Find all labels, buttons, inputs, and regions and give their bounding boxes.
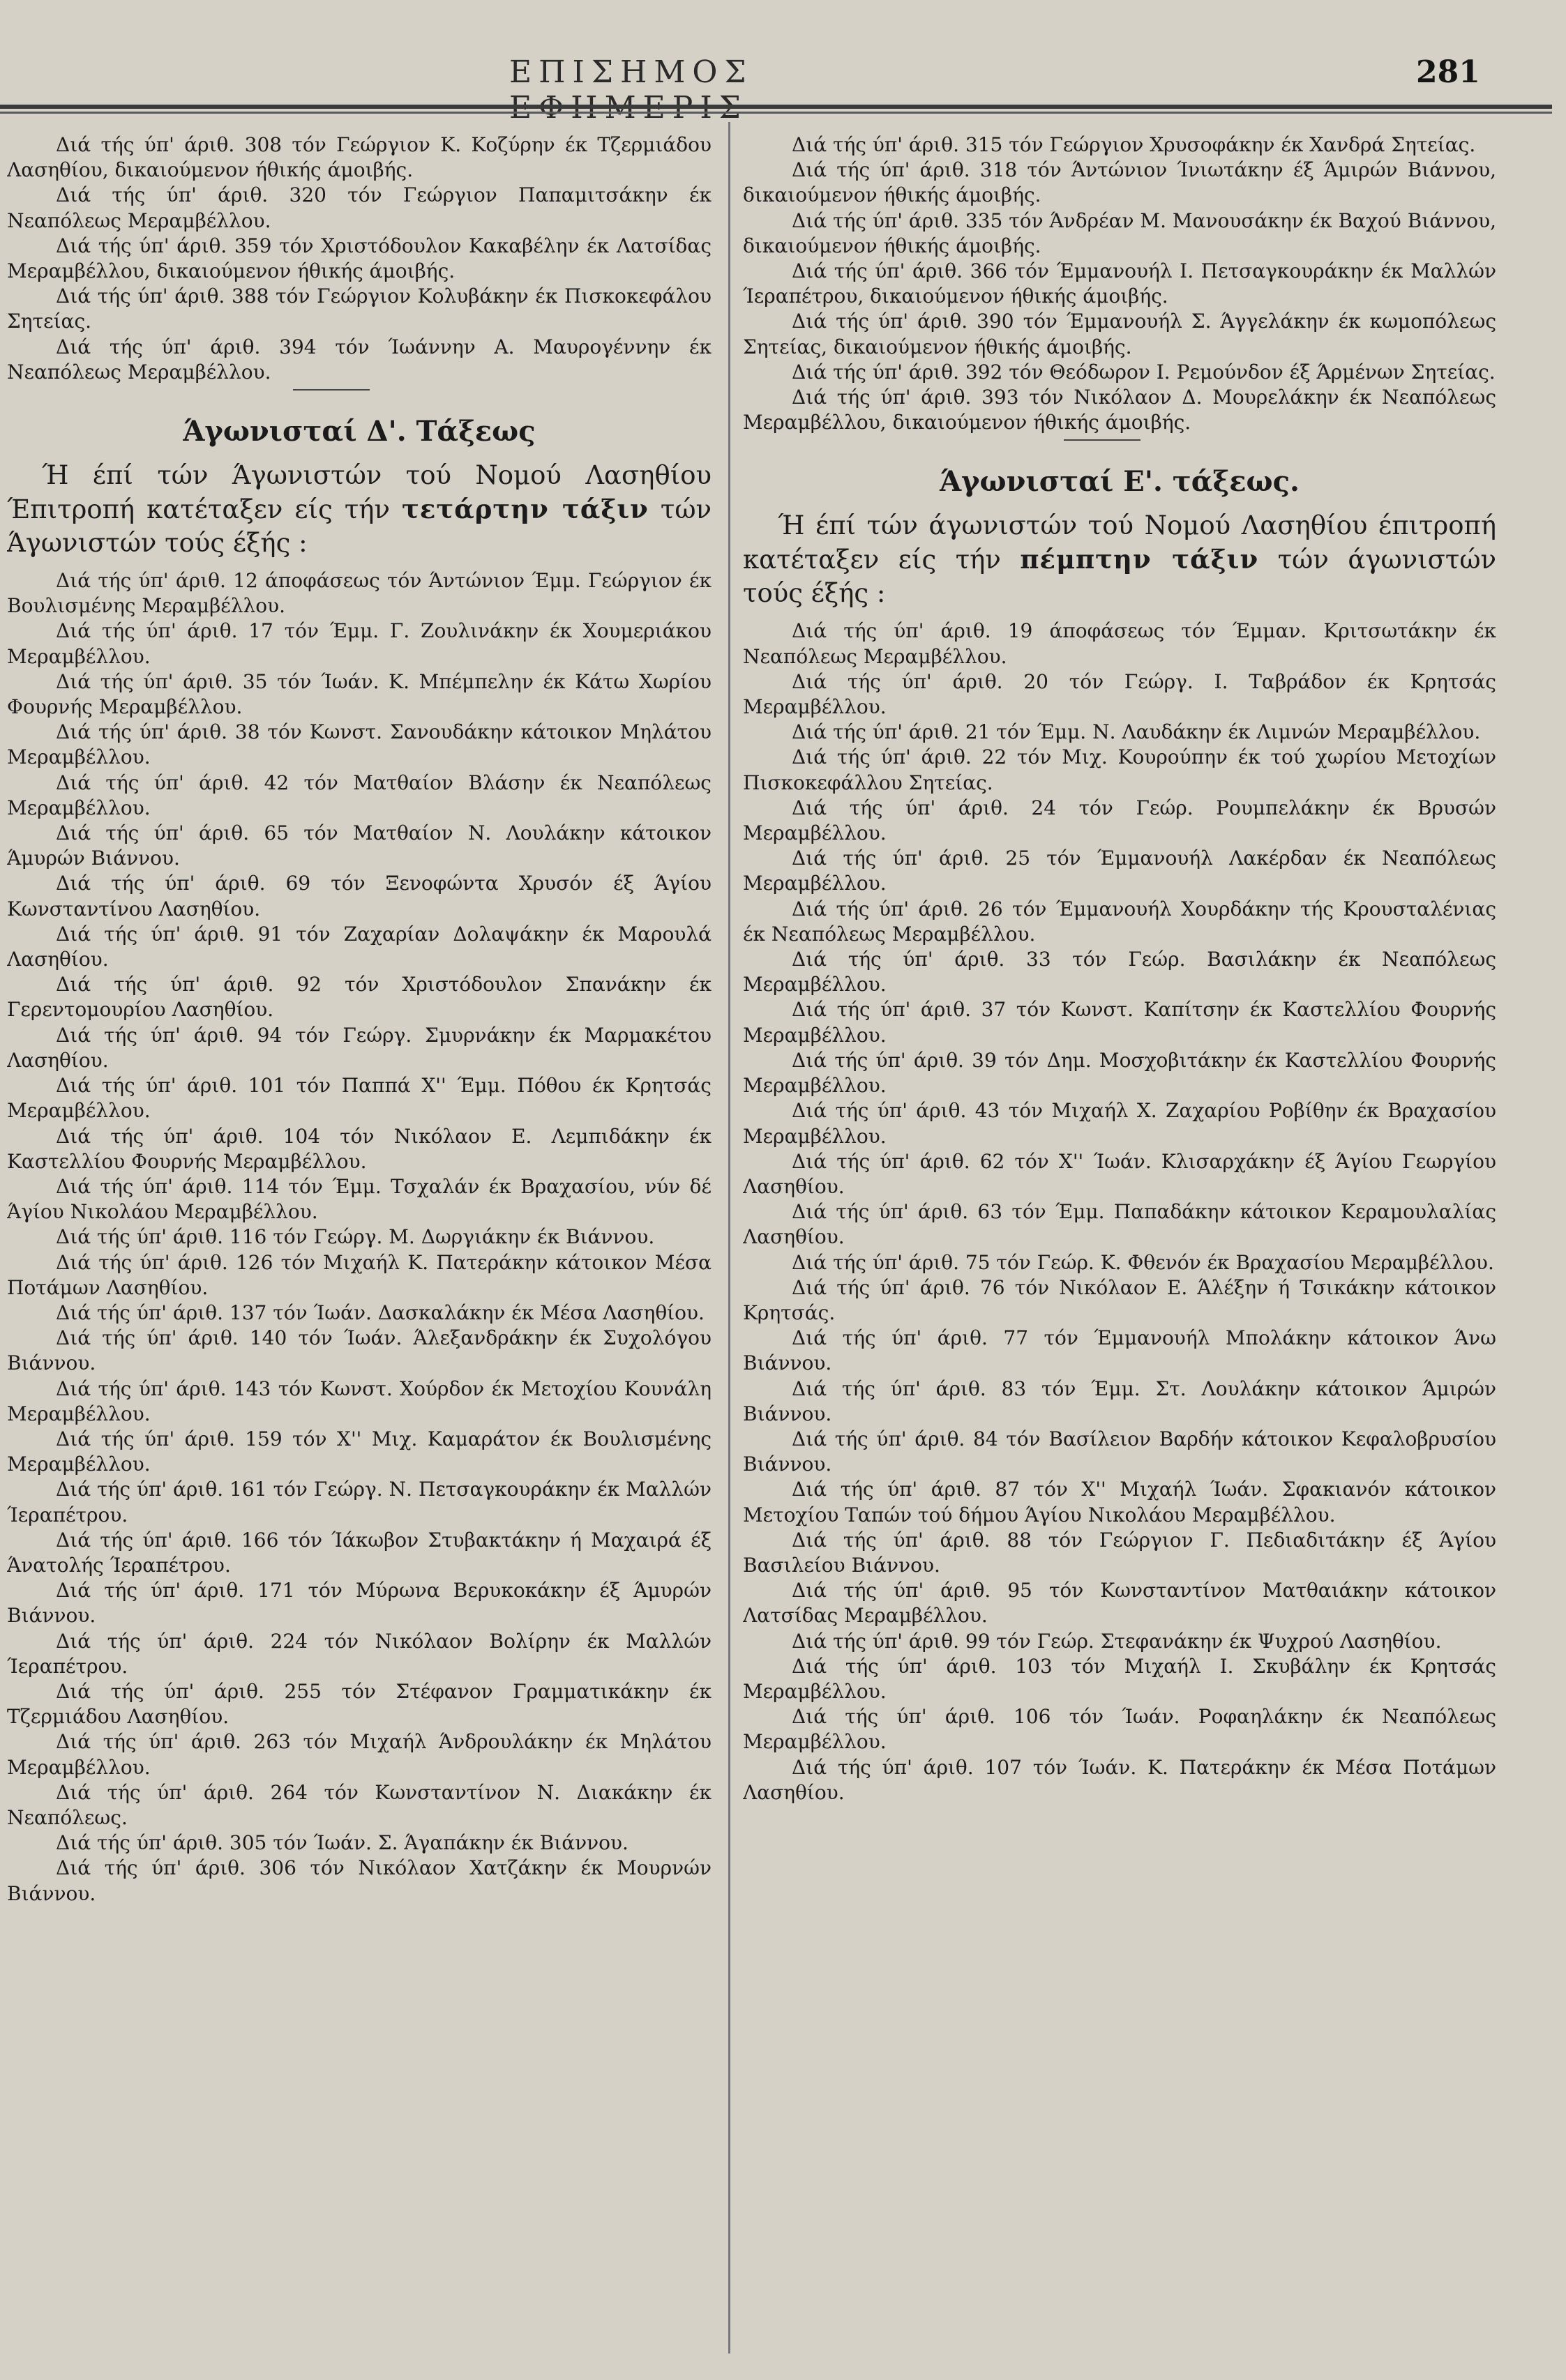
section-intro-text: τών άγωνιστών τούς έξής :: [743, 545, 1496, 609]
section-title-e: Άγωνισταί Ε'. τάξεως.: [940, 465, 1300, 499]
list-item: Διά τής ύπ' άριθ. 62 τόν Χ'' Ίωάν. Κλισαρχάκην έξ Άγίου Γεωργίου Λασηθίου.: [743, 1149, 1496, 1198]
list-item: Διά τής ύπ' άριθ. 318 τόν Άντώνιον Ίνιωτάκην έξ Άμιρών Βιάννου, δικαιούμενον ήθικής άμοιβής.: [743, 158, 1496, 207]
list-item: Διά τής ύπ' άριθ. 69 τόν Ξενοφώντα Χρυσόν έξ Άγίου Κωνσταντίνου Λασηθίου.: [7, 872, 712, 920]
list-item: Διά τής ύπ' άριθ. 315 τόν Γεώργιον Χρυσοφάκην έκ Χανδρά Σητείας.: [792, 133, 1476, 156]
list-item: Διά τής ύπ' άριθ. 264 τόν Κωνσταντίνον Ν. Διακάκην έκ Νεαπόλεως.: [7, 1780, 712, 1829]
running-title: ΕΠΙΣΗΜΟΣ: [509, 54, 753, 90]
page-header: [0, 35, 1566, 105]
left-entries: [7, 568, 712, 1907]
list-item: Διά τής ύπ' άριθ. 126 τόν Μιχαήλ Κ. Πατεράκην κάτοικον Μέσα Ποτάμων Λασηθίου.: [7, 1250, 712, 1299]
list-item: Διά τής ύπ' άριθ. 65 τόν Ματθαίον Ν. Λουλάκην κάτοικον Άμυρών Βιάννου.: [7, 821, 712, 870]
list-item: Διά τής ύπ' άριθ. 94 τόν Γεώργ. Σμυρνάκην έκ Μαρμακέτου Λασηθίου.: [7, 1023, 712, 1072]
list-item: Διά τής ύπ' άριθ. 77 τόν Έμμανουήλ Μπολάκην κάτοικον Άνω Βιάννου.: [743, 1326, 1496, 1375]
section-title-d: Άγωνισταί Δ'. Τάξεως: [183, 415, 536, 448]
list-item: Διά τής ύπ' άριθ. 43 τόν Μιχαήλ Χ. Ζαχαρίου Ροβίθην έκ Βραχασίου Μεραμβέλλου.: [743, 1099, 1496, 1148]
list-item: Διά τής ύπ' άριθ. 366 τόν Έμμανουήλ Ι. Πετσαγκουράκην έκ Μαλλών Ίεραπέτρου, δικαιούμενον ήθικής άμοιβής.: [743, 259, 1496, 308]
left-top-entries: [7, 132, 712, 385]
list-item: Διά τής ύπ' άριθ. 107 τόν Ίωάν. Κ. Πατεράκην έκ Μέσα Ποτάμων Λασηθίου.: [743, 1755, 1496, 1804]
list-item: Διά τής ύπ' άριθ. 388 τόν Γεώργιον Κολυβάκην έκ Πισκοκεφάλου Σητείας.: [7, 285, 712, 333]
list-item: Διά τής ύπ' άριθ. 161 τόν Γεώργ. Ν. Πετσαγκουράκην έκ Μαλλών Ίεραπέτρου.: [7, 1478, 712, 1526]
list-item: Διά τής ύπ' άριθ. 306 τόν Νικόλαον Χατζάκην έκ Μουρνών Βιάννου.: [7, 1856, 712, 1905]
list-item: Διά τής ύπ' άριθ. 305 τόν Ίωάν. Σ. Άγαπάκην έκ Βιάννου.: [56, 1831, 628, 1855]
right-column: [743, 132, 1496, 2350]
section-separator: [293, 389, 370, 391]
list-item: Διά τής ύπ' άριθ. 143 τόν Κωνστ. Χούρδον έκ Μετοχίου Κουνάλη Μεραμβέλλου.: [7, 1377, 712, 1425]
list-item: Διά τής ύπ' άριθ. 263 τόν Μιχαήλ Άνδρουλάκην έκ Μηλάτου Μεραμβέλλου.: [7, 1730, 712, 1779]
list-item: Διά τής ύπ' άριθ. 95 τόν Κωνσταντίνον Ματθαιάκην κάτοικον Λατσίδας Μεραμβέλλου.: [743, 1579, 1496, 1628]
list-item: Διά τής ύπ' άριθ. 26 τόν Έμμανουήλ Χουρδάκην τής Κρουσταλένιας έκ Νεαπόλεως Μεραμβέλλου.: [743, 897, 1496, 946]
list-item: Διά τής ύπ' άριθ. 390 τόν Έμμανουήλ Σ. Άγγελάκην έκ κωμοπόλεως Σητείας, δικαιούμενον ήθικής άμοιβής.: [743, 310, 1496, 358]
list-item: Διά τής ύπ' άριθ. 38 τόν Κωνστ. Σανουδάκην κάτοικον Μηλάτου Μεραμβέλλου.: [7, 720, 712, 769]
list-item: Διά τής ύπ' άριθ. 92 τόν Χριστόδουλον Σπανάκην έκ Γερεντομουρίου Λασηθίου.: [7, 973, 712, 1022]
list-item: Διά τής ύπ' άριθ. 103 τόν Μιχαήλ Ι. Σκυβάλην έκ Κρητσάς Μεραμβέλλου.: [743, 1654, 1496, 1703]
list-item: Διά τής ύπ' άριθ. 88 τόν Γεώργιον Γ. Πεδιαδιτάκην έξ Άγίου Βασιλείου Βιάννου.: [743, 1528, 1496, 1577]
list-item: Διά τής ύπ' άριθ. 104 τόν Νικόλαον Ε. Λεμπιδάκην έκ Καστελλίου Φουρνής Μεραμβέλλου.: [7, 1124, 712, 1173]
list-item: Διά τής ύπ' άριθ. 42 τόν Ματθαίον Βλάσην έκ Νεαπόλεως Μεραμβέλλου.: [7, 771, 712, 819]
list-item: Διά τής ύπ' άριθ. 19 άποφάσεως τόν Έμμαν. Κριτσωτάκην έκ Νεαπόλεως Μεραμβέλλου.: [743, 619, 1496, 668]
column-divider: [728, 122, 730, 2354]
list-item: Διά τής ύπ' άριθ. 83 τόν Έμμ. Στ. Λουλάκην κάτοικον Άμιρών Βιάννου.: [743, 1377, 1496, 1425]
section-separator: [1064, 439, 1140, 441]
section-intro-text: Ή έπί τών Άγωνιστών τού Νομού Λασηθίου Έπιτροπή κατέταξεν είς τήν: [7, 460, 712, 525]
list-item: Διά τής ύπ' άριθ. 101 τόν Παππά Χ'' Έμμ. Πόθου έκ Κρητσάς Μεραμβέλλου.: [7, 1074, 712, 1123]
list-item: Διά τής ύπ' άριθ. 137 τόν Ίωάν. Δασκαλάκην έκ Μέσα Λασηθίου.: [56, 1301, 705, 1324]
list-item: Διά τής ύπ' άριθ. 359 τόν Χριστόδουλον Κακαβέλην έκ Λατσίδας Μεραμβέλλου, δικαιούμενον ήθικής άμοιβής.: [7, 234, 712, 283]
list-item: Διά τής ύπ' άριθ. 91 τόν Ζαχαρίαν Δολαψάκην έκ Μαρουλά Λασηθίου.: [7, 922, 712, 971]
list-item: Διά τής ύπ' άριθ. 99 τόν Γεώρ. Στεφανάκην έκ Ψυχρού Λασηθίου.: [792, 1629, 1442, 1653]
list-item: Διά τής ύπ' άριθ. 87 τόν Χ'' Μιχαήλ Ίωάν. Σφακιανόν κάτοικον Μετοχίου Ταπών τού δήμου Άγίου Νικολάου Μεραμβέλλου.: [743, 1478, 1496, 1526]
list-item: Διά τής ύπ' άριθ. 335 τόν Άνδρέαν Μ. Μανουσάκην έκ Βαχού Βιάννου, δικαιούμενον ήθικής άμοιβής.: [743, 209, 1496, 257]
list-item: Διά τής ύπ' άριθ. 76 τόν Νικόλαον Ε. Άλέξην ή Τσικάκην κάτοικον Κρητσάς.: [743, 1275, 1496, 1324]
list-item: Διά τής ύπ' άριθ. 75 τόν Γεώρ. Κ. Φθενόν έκ Βραχασίου Μεραμβέλλου.: [792, 1250, 1494, 1274]
list-item: Διά τής ύπ' άριθ. 25 τόν Έμμανουήλ Λακέρδαν έκ Νεαπόλεως Μεραμβέλλου.: [743, 847, 1496, 895]
page-number: 281: [1416, 54, 1480, 90]
section-intro-text: τών Άγωνιστών τούς έξής :: [7, 494, 712, 559]
list-item: Διά τής ύπ' άριθ. 17 τόν Έμμ. Γ. Ζουλινάκην έκ Χουμεριάκου Μεραμβέλλου.: [7, 619, 712, 668]
left-column: [7, 132, 712, 2350]
list-item: Διά τής ύπ' άριθ. 140 τόν Ίωάν. Άλεξανδράκην έκ Συχολόγου Βιάννου.: [7, 1326, 712, 1375]
list-item: Διά τής ύπ' άριθ. 320 τόν Γεώργιον Παπαμιτσάκην έκ Νεαπόλεως Μεραμβέλλου.: [7, 183, 712, 232]
list-item: Διά τής ύπ' άριθ. 63 τόν Έμμ. Παπαδάκην κάτοικον Κεραμουλαλίας Λασηθίου.: [743, 1200, 1496, 1249]
right-entries: [743, 619, 1496, 1805]
section-intro-emphasis: πέμπτην τάξιν: [1020, 544, 1259, 575]
list-item: Διά τής ύπ' άριθ. 37 τόν Κωνστ. Καπίτσην έκ Καστελλίου Φουρνής Μεραμβέλλου.: [743, 998, 1496, 1047]
list-item: Διά τής ύπ' άριθ. 255 τόν Στέφανον Γραμματικάκην έκ Τζερμιάδου Λασηθίου.: [7, 1679, 712, 1729]
list-item: Διά τής ύπ' άριθ. 106 τόν Ίωάν. Ροφαηλάκην έκ Νεαπόλεως Μεραμβέλλου.: [743, 1705, 1496, 1754]
list-item: Διά τής ύπ' άριθ. 159 τόν Χ'' Μιχ. Καμαράτον έκ Βουλισμένης Μεραμβέλλου.: [7, 1427, 712, 1476]
list-item: Διά τής ύπ' άριθ. 39 τόν Δημ. Μοσχοβιτάκην έκ Καστελλίου Φουρνής Μεραμβέλλου.: [743, 1048, 1496, 1098]
list-item: Διά τής ύπ' άριθ. 12 άποφάσεως τόν Άντώνιον Έμμ. Γεώργιον έκ Βουλισμένης Μεραμβέλλου.: [7, 569, 712, 618]
list-item: Διά τής ύπ' άριθ. 394 τόν Ίωάννην Α. Μαυρογέννην έκ Νεαπόλεως Μεραμβέλλου.: [7, 335, 712, 384]
right-top-entries: [743, 132, 1496, 435]
list-item: Διά τής ύπ' άριθ. 84 τόν Βασίλειον Βαρδήν κάτοικον Κεφαλοβρυσίου Βιάννου.: [743, 1427, 1496, 1476]
list-item: Διά τής ύπ' άριθ. 22 τόν Μιχ. Κουρούπην έκ τού χωρίου Μετοχίων Πισκοκεφάλλου Σητείας.: [743, 745, 1496, 794]
list-item: Διά τής ύπ' άριθ. 20 τόν Γεώργ. Ι. Ταβράδον έκ Κρητσάς Μεραμβέλλου.: [743, 669, 1496, 719]
list-item: Διά τής ύπ' άριθ. 33 τόν Γεώρ. Βασιλάκην έκ Νεαπόλεως Μεραμβέλλου.: [743, 948, 1496, 996]
list-item: Διά τής ύπ' άριθ. 21 τόν Έμμ. Ν. Λαυδάκην έκ Λιμνών Μεραμβέλλου.: [792, 720, 1481, 744]
list-item: Διά τής ύπ' άριθ. 24 τόν Γεώρ. Ρουμπελάκην έκ Βρυσών Μεραμβέλλου.: [743, 796, 1496, 845]
list-item: Διά τής ύπ' άριθ. 171 τόν Μύρωνα Βερυκοκάκην έξ Άμυρών Βιάννου.: [7, 1579, 712, 1628]
header-rule: [0, 105, 1552, 114]
list-item: Διά τής ύπ' άριθ. 392 τόν Θεόδωρον Ι. Ρεμούνδον έξ Άρμένων Σητείας.: [792, 360, 1496, 384]
section-intro-d: [7, 459, 712, 560]
list-item: Διά τής ύπ' άριθ. 166 τόν Ίάκωβον Στυβακτάκην ή Μαχαιρά έξ Άνατολής Ίεραπέτρου.: [7, 1528, 712, 1577]
list-item: Διά τής ύπ' άριθ. 116 τόν Γεώργ. Μ. Δωργιάκην έκ Βιάννου.: [56, 1225, 655, 1249]
list-item: Διά τής ύπ' άριθ. 308 τόν Γεώργιον Κ. Κοζύρην έκ Τζερμιάδου Λασηθίου, δικαιούμενον ήθικής άμοιβής.: [7, 133, 712, 182]
list-item: Διά τής ύπ' άριθ. 114 τόν Έμμ. Τσχαλάν έκ Βραχασίου, νύν δέ Άγίου Νικολάου Μεραμβέλλου.: [7, 1174, 712, 1224]
section-intro-text: Ή έπί τών άγωνιστών τού Νομού Λασηθίου έπιτροπή κατέταξεν είς τήν: [743, 510, 1496, 575]
list-item: Διά τής ύπ' άριθ. 35 τόν Ίωάν. Κ. Μπέμπελην έκ Κάτω Χωρίου Φουρνής Μεραμβέλλου.: [7, 669, 712, 719]
section-intro-emphasis: τετάρτην τάξιν: [401, 494, 649, 525]
section-intro-e: [743, 509, 1496, 610]
list-item: Διά τής ύπ' άριθ. 393 τόν Νικόλαον Δ. Μουρελάκην έκ Νεαπόλεως Μεραμβέλλου, δικαιούμενον ήθικής άμοιβής.: [743, 386, 1496, 434]
list-item: Διά τής ύπ' άριθ. 224 τόν Νικόλαον Βολίρην έκ Μαλλών Ίεραπέτρου.: [7, 1629, 712, 1678]
